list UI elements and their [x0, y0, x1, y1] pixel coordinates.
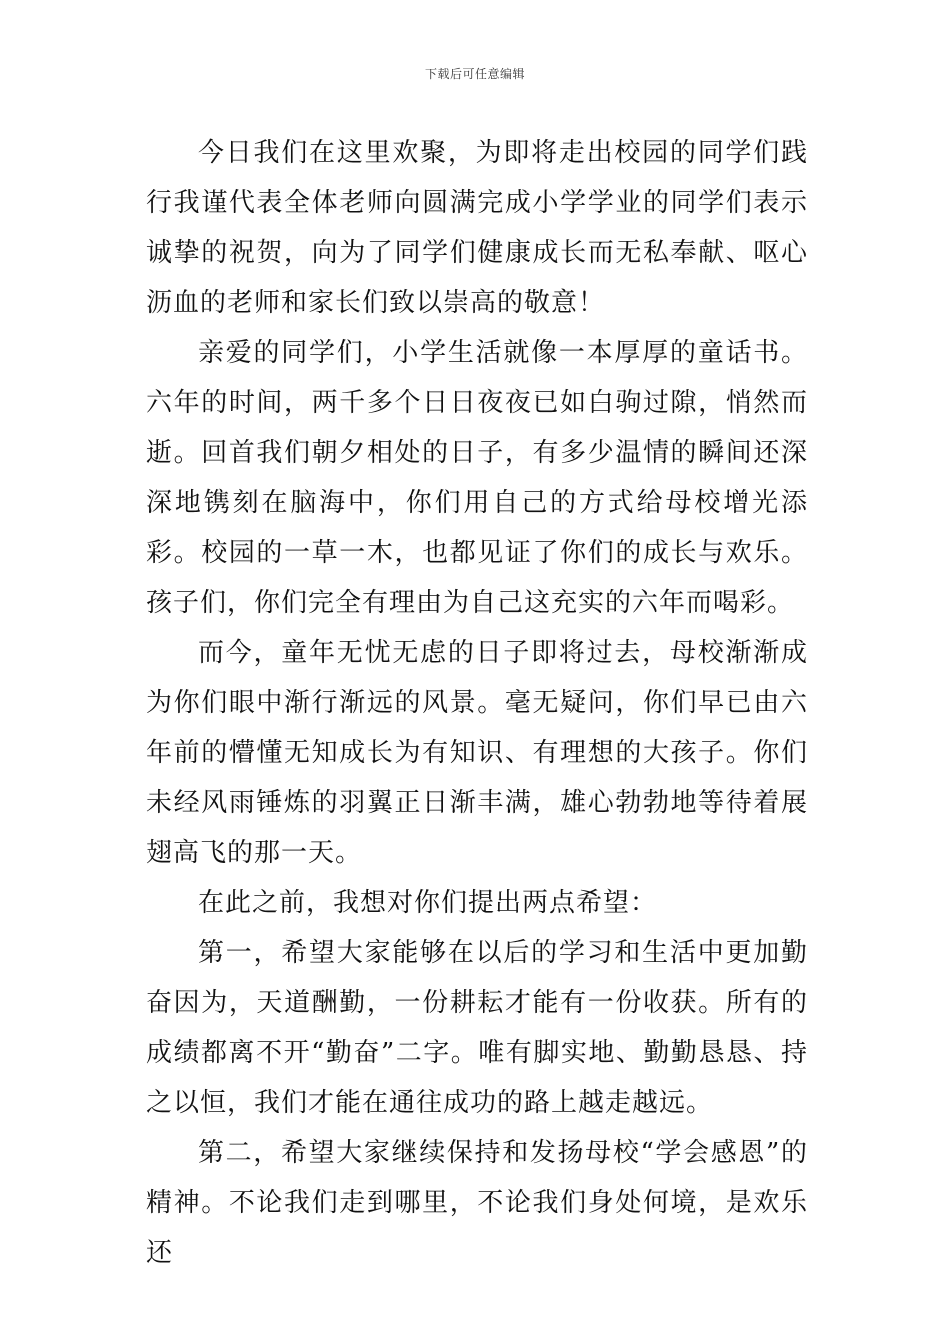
page-header: 下载后可任意编辑	[424, 67, 525, 81]
paragraph-hope-two: 第二，希望大家继续保持和发扬母校“学会感恩”的精神。不论我们走到哪里，不论我们身处何境，是欢乐还	[146, 1138, 808, 1268]
document-body	[146, 128, 808, 1278]
paragraph-hope-one: 第一，希望大家能够在以后的学习和生活中更加勤奋因为，天道酬勤，一份耕耘才能有一份收获。所有的成绩都离不开“勤奋”二字。唯有脚实地、勤勤恳恳、持之以恒，我们才能在通往成功的路上越走越远。	[146, 938, 808, 1118]
paragraph-hopes-intro: 在此之前，我想对你们提出两点希望：	[198, 888, 658, 918]
paragraph-greeting: 今日我们在这里欢聚，为即将走出校园的同学们践行我谨代表全体老师向圆满完成小学学业的同学们表示诚挚的祝贺，向为了同学们健康成长而无私奉献、呕心沥血的老师和家长们致以崇高的敬意！	[146, 138, 808, 318]
paragraph-memories: 亲爱的同学们，小学生活就像一本厚厚的童话书。六年的时间，两千多个日日夜夜已如白驹过隙，悄然而逝。回首我们朝夕相处的日子，有多少温情的瞬间还深深地镌刻在脑海中，你们用自己的方式给母校增光添彩。校园的一草一木，也都见证了你们的成长与欢乐。孩子们，你们完全有理由为自己这充实的六年而喝彩。	[146, 338, 808, 618]
paragraph-growth: 而今，童年无忧无虑的日子即将过去，母校渐渐成为你们眼中渐行渐远的风景。毫无疑问，你们早已由六年前的懵懂无知成长为有知识、有理想的大孩子。你们未经风雨锤炼的羽翼正日渐丰满，雄心勃勃地等待着展翅高飞的那一天。	[146, 638, 808, 868]
